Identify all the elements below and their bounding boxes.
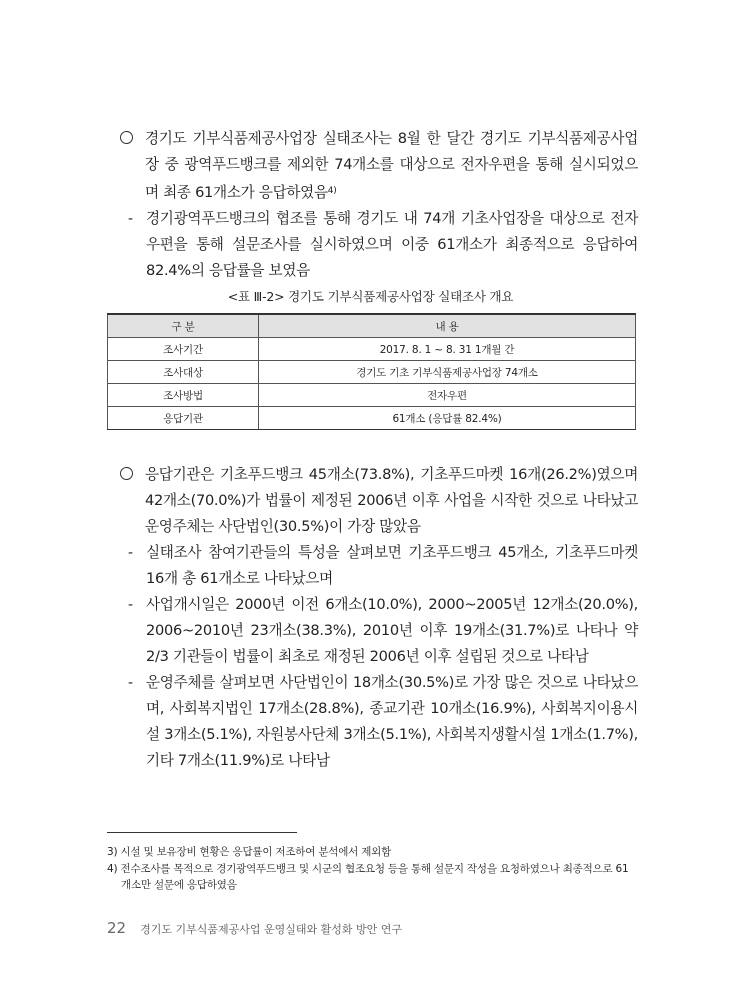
table-cell: 2017. 8. 1 ~ 8. 31 1개월 간 — [259, 338, 636, 361]
sub-bullet-item — [118, 670, 638, 774]
table-cell: 경기도 기초 기부식품제공사업장 74개소 — [259, 361, 636, 384]
footnote-divider — [107, 832, 297, 833]
section-2 — [118, 462, 638, 774]
table-row — [108, 338, 636, 361]
table-cell: 응답기관 — [108, 407, 259, 430]
table-cell: 61개소 (응답률 82.4%) — [259, 407, 636, 430]
footnote-4-line1: 4) 전수조사를 목적으로 경기광역푸드뱅크 및 시군의 협조요청 등을 통해 설문지 작성을 요청하였으나 최종적으로 61 — [107, 863, 629, 875]
table-cell: 조사기간 — [108, 338, 259, 361]
dash-bullet-icon: - — [128, 675, 134, 691]
paragraph: 실태조사 참여기관들의 특성을 살펴보면 기초푸드뱅크 45개소, 기초푸드마켓 16개 총 61개소로 나타났으며 — [146, 544, 638, 587]
header-cell: 구 분 — [108, 314, 259, 338]
running-title: 경기도 기부식품제공사업 운영실태와 활성화 방안 연구 — [140, 923, 402, 936]
page-footer — [107, 919, 402, 937]
dash-bullet-icon: - — [128, 211, 134, 227]
survey-overview-table — [107, 313, 636, 430]
dash-bullet-icon: - — [128, 545, 134, 561]
bullet-item — [118, 462, 638, 540]
bullet-item — [118, 126, 638, 206]
page-number: 22 — [107, 919, 127, 937]
paragraph: 경기광역푸드뱅크의 협조를 통해 경기도 내 74개 기초사업장을 대상으로 전자우편을 통해 설문조사를 실시하였으며 이중 61개소가 최종적으로 응답하여 82.4%의 응답률을 보였음 — [146, 210, 638, 279]
table-caption: <표 Ⅲ-2> 경기도 기부식품제공사업장 실태조사 개요 — [227, 289, 514, 304]
paragraph: 경기도 기부식품제공사업장 실태조사는 8월 한 달간 경기도 기부식품제공사업장 중 광역푸드뱅크를 제외한 74개소를 대상으로 전자우편을 통해 실시되었으며 최종 61개소가 응답하였음$^{4)}$ — [145, 130, 638, 201]
paragraph: 운영주체를 살펴보면 사단법인이 18개소(30.5%)로 가장 많은 것으로 나타났으며, 사회복지법인 17개소(28.8%), 종교기관 10개소(16.9%), 사회복지이용시설 3개소(5.1%), 자원봉사단체 3개소(5.1%), 사회복지생활시설 1개소(1.7%), 기타 7개소(11.9%)로 나타남 — [146, 674, 638, 769]
paragraph: 사업개시일은 2000년 이전 6개소(10.0%), 2000~2005년 12개소(20.0%), 2006~2010년 23개소(38.3%), 2010년 이후 19개소(31.7%)로 나타나 약 2/3 기관들이 법률이 최초로 재정된 2006년 이후 설립된 것으로 나타남 — [146, 596, 638, 665]
table-cell: 전자우편 — [259, 384, 636, 407]
table-row — [108, 361, 636, 384]
footnote-4 — [107, 861, 642, 893]
table-header-row — [108, 314, 636, 338]
table-row — [108, 384, 636, 407]
footnote-3: 3) 시설 및 보유장비 현황은 응답률이 저조하여 분석에서 제외함 — [107, 846, 392, 858]
footnote-4-line2: 개소만 설문에 응답하였음 — [121, 879, 237, 891]
circle-bullet-icon — [120, 467, 133, 480]
footnote-ref[interactable]: 4) — [327, 186, 337, 196]
paragraph: 응답기관은 기초푸드뱅크 45개소(73.8%), 기초푸드마켓 16개(26.2%)였으며 42개소(70.0%)가 법률이 제정된 2006년 이후 사업을 시작한 것으로 나타났고 운영주체는 사단법인(30.5%)이 가장 많았음 — [145, 466, 638, 535]
table-cell: 조사방법 — [108, 384, 259, 407]
sub-bullet-item — [118, 206, 638, 284]
sub-bullet-item — [118, 592, 638, 670]
section-1 — [118, 126, 638, 284]
table-row — [108, 407, 636, 430]
sub-bullet-item — [118, 540, 638, 592]
circle-bullet-icon — [120, 131, 133, 144]
dash-bullet-icon: - — [128, 597, 134, 613]
header-cell: 내 용 — [259, 314, 636, 338]
table-cell: 조사대상 — [108, 361, 259, 384]
